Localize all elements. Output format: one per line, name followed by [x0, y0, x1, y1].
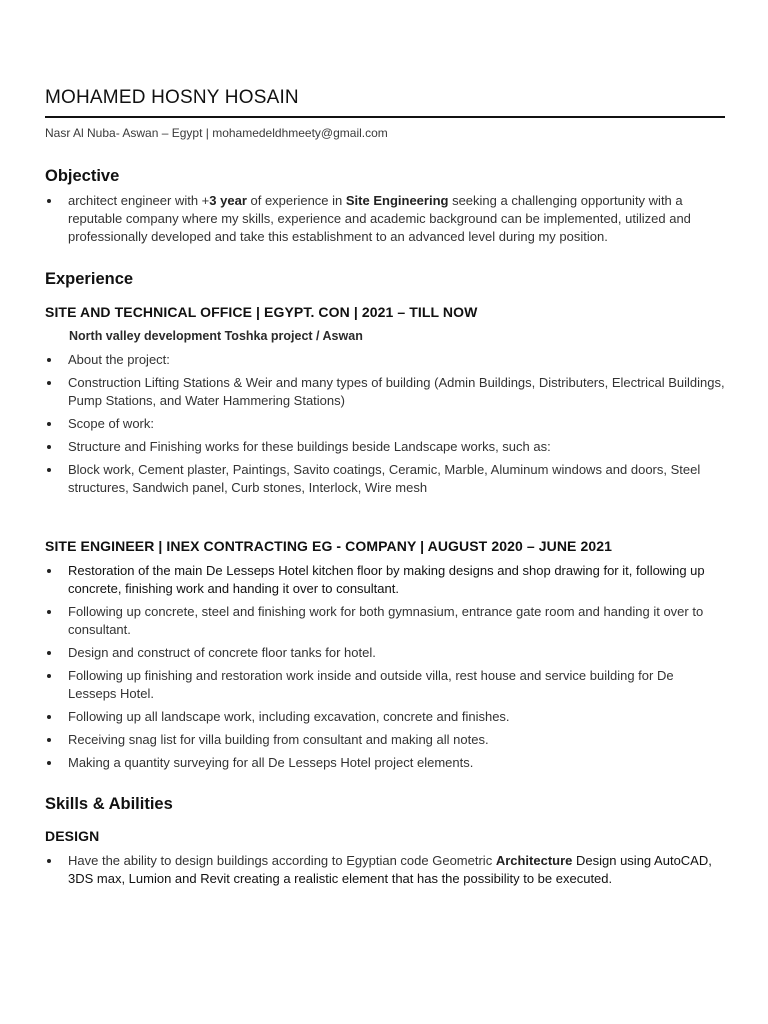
list-item: Following up concrete, steel and finishing work for both gymnasium, entrance gate room and handing it over to consultant. — [45, 603, 725, 639]
bullet-icon — [47, 381, 51, 385]
list-item: Design and construct of concrete floor tanks for hotel. — [45, 644, 725, 662]
contact-line: Nasr Al Nuba- Aswan – Egypt | mohamedeldhmeety@gmail.com — [45, 126, 388, 140]
job1-bullet-list — [45, 351, 725, 497]
objective-list — [45, 192, 725, 246]
job-title: SITE AND TECHNICAL OFFICE | EGYPT. CON | 2021 – TILL NOW — [45, 304, 478, 320]
bullet-icon — [47, 674, 51, 678]
design-heading: DESIGN — [45, 828, 100, 844]
bullet-icon — [47, 738, 51, 742]
experience-heading: Experience — [45, 270, 134, 288]
objective-heading: Objective — [45, 167, 120, 185]
bullet-icon — [47, 651, 51, 655]
list-item — [45, 852, 725, 888]
bullet-icon — [47, 569, 51, 573]
bullet-icon — [47, 468, 51, 472]
bullet-icon — [47, 358, 51, 362]
bullet-icon — [47, 199, 51, 203]
list-item: Construction Lifting Stations & Weir and many types of building (Admin Buildings, Distributers, Electrical Buildings, Pump Stations, and Water Hammering Stations) — [45, 374, 725, 410]
skills-bullet-list — [45, 852, 725, 888]
list-item: Following up finishing and restoration work inside and outside villa, rest house and service building for De Lesseps Hotel. — [45, 667, 725, 703]
design-skill-text: Have the ability to design buildings according to Egyptian code Geometric Architecture Design using AutoCAD, 3DS max, Lumion and Revit creating a realistic element that has the possibility to be executed. — [68, 853, 712, 886]
list-item: About the project: — [45, 351, 725, 369]
header-divider — [45, 116, 725, 118]
job-project: North valley development Toshka project / Aswan — [69, 329, 363, 343]
skills-heading: Skills & Abilities — [45, 795, 173, 813]
list-item: Receiving snag list for villa building from consultant and making all notes. — [45, 731, 725, 749]
job-title: SITE ENGINEER | INEX CONTRACTING EG - COMPANY | AUGUST 2020 – JUNE 2021 — [45, 538, 613, 554]
list-item: Block work, Cement plaster, Paintings, Savito coatings, Ceramic, Marble, Aluminum windows and doors, Steel structures, Sandwich panel, Curb stones, Interlock, Wire mesh — [45, 461, 725, 497]
candidate-name: MOHAMED HOSNY HOSAIN — [45, 87, 299, 108]
bullet-icon — [47, 715, 51, 719]
bullet-icon — [47, 610, 51, 614]
bullet-icon — [47, 445, 51, 449]
bullet-icon — [47, 859, 51, 863]
objective-text: architect engineer with +3 year of experience in Site Engineering seeking a challenging opportunity with a reputable company where my skills, experience and academic background can be implemented, utilized and professionally developed and take this establishment to an advanced level during my position. — [68, 193, 691, 244]
list-item: Following up all landscape work, including excavation, concrete and finishes. — [45, 708, 725, 726]
list-item: Scope of work: — [45, 415, 725, 433]
list-item: Restoration of the main De Lesseps Hotel kitchen floor by making designs and shop drawing for it, following up concrete, finishing work and handing it over to consultant. — [45, 562, 725, 598]
bullet-icon — [47, 422, 51, 426]
list-item: Structure and Finishing works for these buildings beside Landscape works, such as: — [45, 438, 725, 456]
bullet-icon — [47, 761, 51, 765]
list-item: Making a quantity surveying for all De Lesseps Hotel project elements. — [45, 754, 725, 772]
objective-item — [45, 192, 725, 246]
job2-bullet-list — [45, 562, 725, 772]
